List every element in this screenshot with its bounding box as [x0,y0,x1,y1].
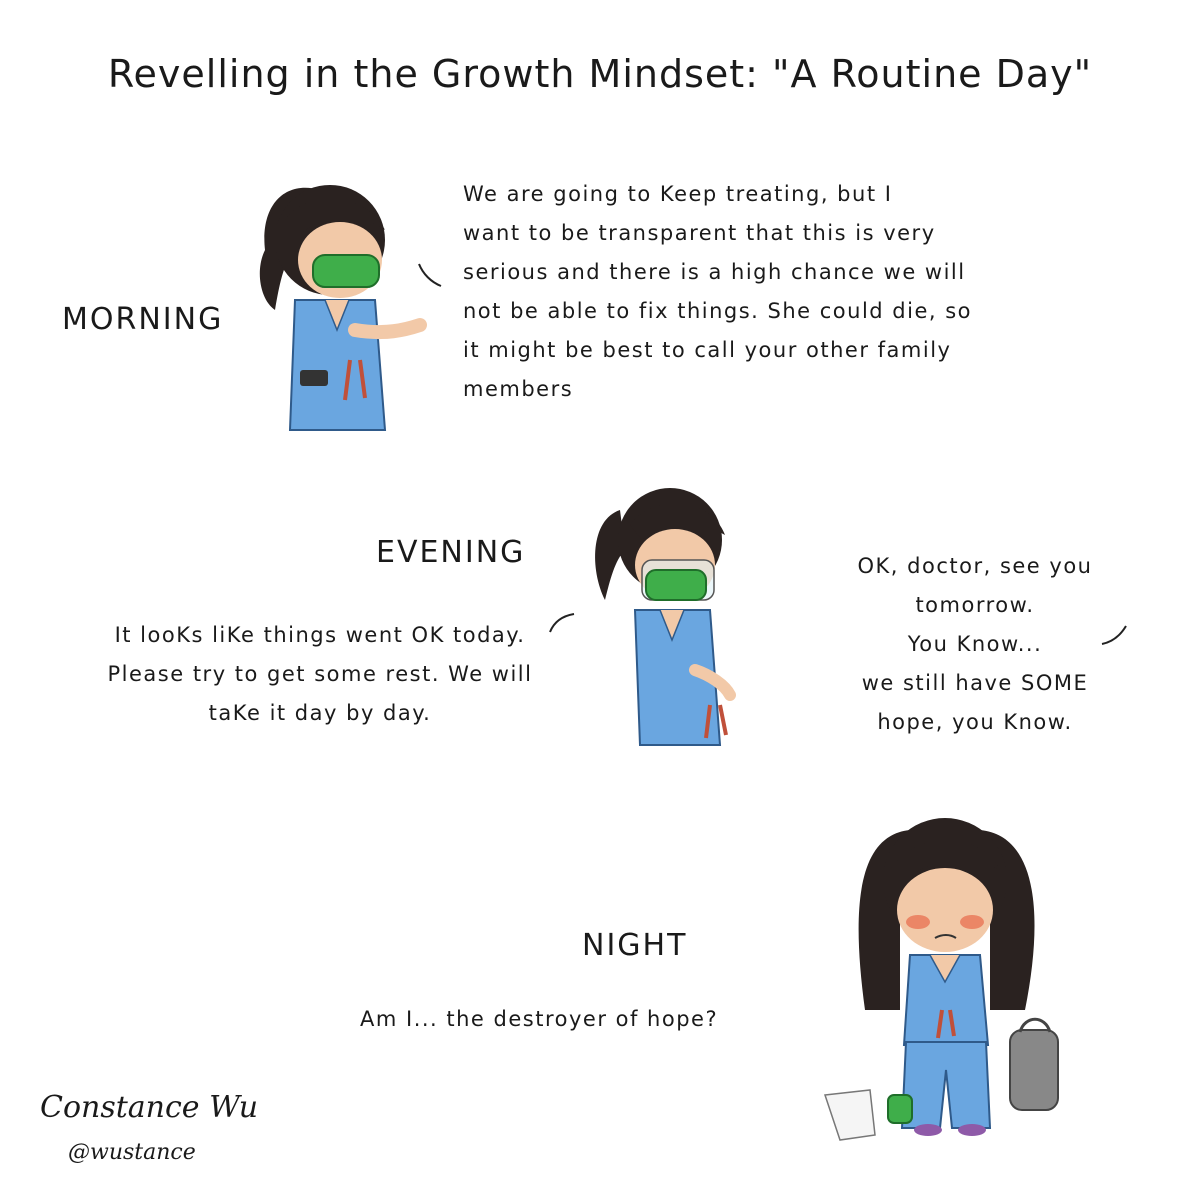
evening-doctor-illustration [580,480,760,760]
page-title: Revelling in the Growth Mindset: "A Routine Day" [107,52,1093,96]
morning-label: MORNING [62,302,224,337]
speech-line: taKe it day by day. [208,701,432,725]
speech-line: hope, you Know. [877,710,1073,734]
evening-family-speech [830,547,1120,742]
evening-doctor-speech [70,616,570,733]
signature-handle: @wustance [68,1140,196,1165]
speech-line: members [463,377,574,401]
speech-line: we still have SOME [861,671,1089,695]
speech-line: OK, doctor, see you [857,554,1093,578]
morning-speech [463,175,1023,409]
speech-line: tomorrow. [915,593,1035,617]
night-label: NIGHT [582,928,688,963]
night-speech: Am I... the destroyer of hope? [360,1007,719,1031]
speech-line: Please try to get some rest. We will [107,662,533,686]
speech-tick-morning [415,260,445,290]
morning-doctor-illustration [225,160,445,440]
speech-line: You Know... [907,632,1043,656]
speech-line: serious and there is a high chance we will [463,260,966,284]
signature-name: Constance Wu [40,1090,259,1125]
evening-label: EVENING [376,535,526,570]
speech-line: it might be best to call your other family [463,338,952,362]
speech-line: It looKs liKe things went OK today. [114,623,526,647]
speech-line: want to be transparent that this is very [463,221,936,245]
speech-line: not be able to fix things. She could die, so [463,299,973,323]
speech-line: We are going to Keep treating, but I [463,182,893,206]
night-doctor-illustration [820,810,1070,1140]
